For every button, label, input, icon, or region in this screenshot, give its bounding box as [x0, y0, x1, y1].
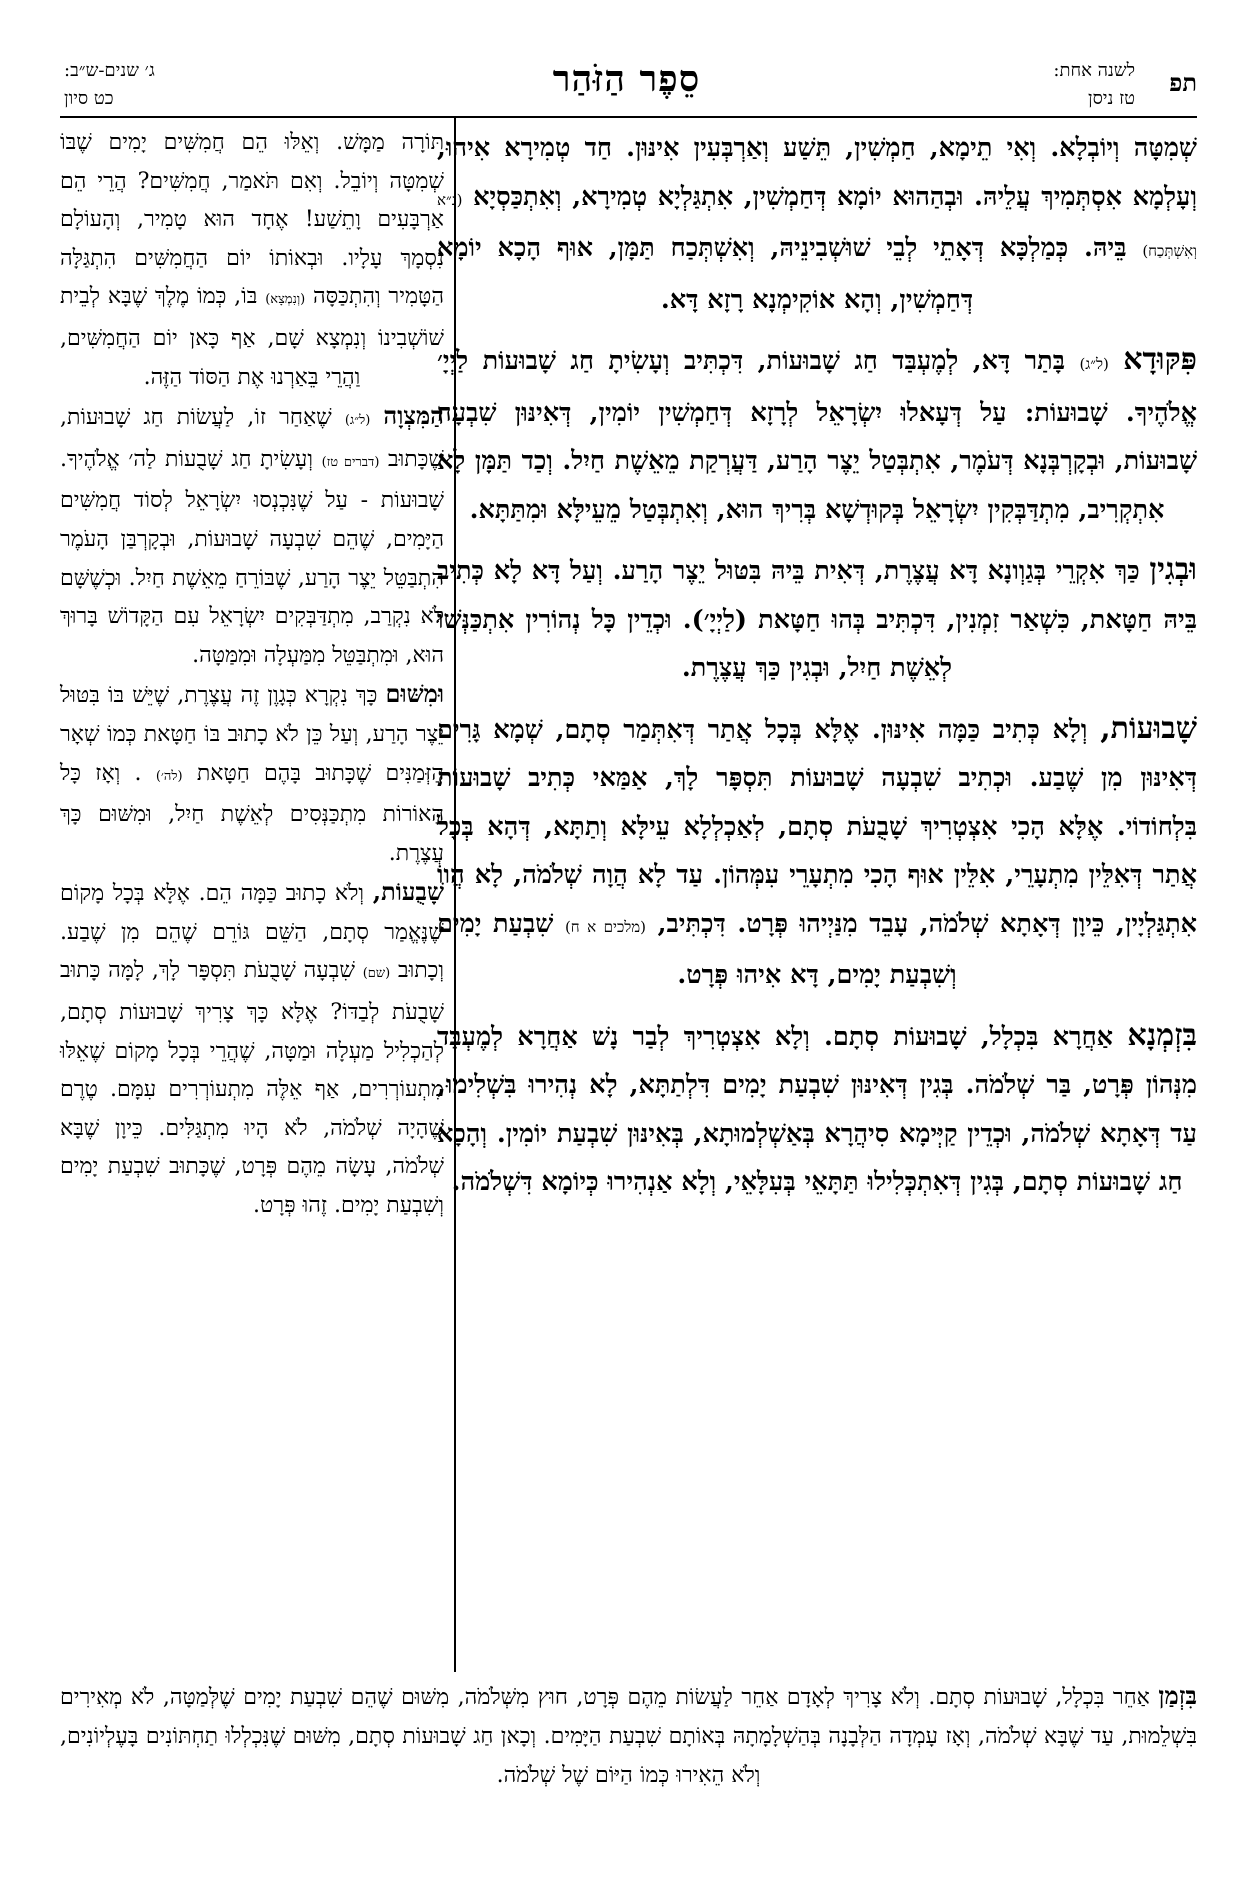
header-date-three-years: כט סיון: [64, 88, 114, 109]
paragraph-text: שִׁבְעָה שָׁבֻעֹת תִּסְפָּר לָךְ, לָמָּה כָּתוּב שָׁבֻעֹת לְבַדּוֹ? אֶלָּא כָּךְ צָרִיךְ שָׁבוּעוֹת סְתָם, לְהַכְלִיל מַעְלָה וּמַטָּה, שֶׁהֲרֵי בְּכָל מָקוֹם שֶׁאֵלּוּ מִתְעוֹרְרִים, אַף אֵלֶּה מִתְעוֹרְרִים עִמָּם. טֶרֶם שֶׁהָיָה שְׁלֹמֹה, לֹא הָיוּ מִתְגַּלִּים. כֵּיוָן שֶׁבָּא שְׁלֹמֹה, עָשָׂה מֵהֶם פְּרָט, שֶׁכָּתוּב שִׁבְעַת יָמִים וְשִׁבְעַת יָמִים. זֶהוּ פְּרָט.: [60, 958, 444, 1219]
source-reference: (דברים טז): [321, 454, 380, 470]
aramaic-paragraph: [437, 705, 1197, 1000]
paragraph-text: כַּךְ אִקְרֵי בְּגַוְונָא דָּא עֲצֶרֶת, דְּאִית בֵּיהּ בִּטּוּל יֵצֶר הָרַע. וְעַל דָּא לָא כְּתִיב בֵּיהּ חַטָּאת, כִּשְׁאַר זִמְנִין, דִּכְתִּיב בְּהוּ חַטָּאת (לַיְיָ׳). וּכְדֵין כָּל נְהוֹרִין אִתְכַּנְּשׁוּ לְאֵשֶׁת חַיִל, וּבְגִין כַּךְ עֲצֶרֶת.: [437, 556, 1197, 683]
paragraph-text: כָּךְ נִקְרָא כְּגָוֶן זֶה עֲצֶרֶת, שֶׁיֵּשׁ בּוֹ בִּטּוּל יֵצֶר הָרַע, וְעַל כֵּן לֹא כָתוּב בּוֹ חַטָּאת כְּמוֹ שְׁאָר הַזְּמַנִּים שֶׁכָּתוּב בָּהֶם חַטָּאת: [60, 683, 445, 786]
paragraph-text: שֶׁאַחַר זוֹ, לַעֲשׂוֹת חַג שָׁבוּעוֹת, שֶׁכָּתוּב: [60, 405, 444, 472]
paragraph-lead-word: שָׁבוּעוֹת,: [1100, 710, 1197, 746]
paragraph-lead-word: וּמִשּׁוּם: [385, 679, 444, 709]
commandment-number: (ל״ג): [1079, 355, 1109, 373]
paragraph-text: . וְאָז כָּל הָאוֹרוֹת מִתְכַּנְּסִים לְאֵשֶׁת חַיִל, וּמִשּׁוּם כָּךְ עֲצֶרֶת.: [60, 760, 444, 866]
translation-paragraph: [60, 873, 444, 1225]
paragraph-text: וְלָא כְּתִיב כַּמָּה אִינּוּן. אֶלָּא בְּכָל אֲתַר דְּאִתְּמַר סְתָם, שְׁמָא גָּרִים דְּאִינּוּן מִן שֶׁבַע. וּכְתִיב שִׁבְעָה שָׁבוּעוֹת תִּסְפָּר לָךְ, אַמַּאי כְּתִיב שָׁבוּעוֹת בִּלְחוֹדוֹי. אֶלָּא הָכִי אִצְטְרִיךְ שָׁבֻעֹת סְתָם, לְאַכְלְלָא עֵילָּא וְתַתָּא, דְּהָא בְּכָל אֲתַר דְּאִלֵּין מִתְעָרֵי, אִלֵּין אוּף הָכִי מִתְעָרֵי עִמְּהוֹן. עַד לָא הֲוָה שְׁלֹמֹה, לָא הֲווֹ אִתְגַּלְיָין, כֵּיוָן דְּאָתָא שְׁלֹמֹה, עָבֵד מִנַּיְיהוּ פְּרָט. דִּכְתִּיב,: [437, 714, 1197, 939]
translation-paragraph: [60, 124, 444, 397]
translation-continuation: [60, 1676, 1197, 1795]
source-reference: (לה׳): [155, 768, 183, 784]
header-schedule-three-years: ג׳ שנים-ש״ב:: [64, 60, 155, 81]
paragraph-lead-word: בִּזְמַן: [1158, 1681, 1197, 1710]
source-reference: (שם): [362, 966, 391, 982]
paragraph-text: בֵּיהּ. כְּמַלְכָּא דְּאָתֵי לְבֵי שׁוּשְׁבִינֵיהּ, וְאִשְׁתְּכַח תַּמָּן, אוּף הָכָא יוֹמָא דְּחַמְשִׁין, וְהָא אוֹקִימְנָא רָזָא דָּא.: [437, 233, 1127, 315]
translation-paragraph: [60, 397, 444, 675]
commandment-number: (ל״ג): [344, 413, 371, 429]
book-title: סֵפֶר הַזֹּהַר: [552, 58, 701, 100]
paragraph-lead-word: וּבְגִין: [1149, 552, 1197, 587]
paragraph-text: בָּתַר דָּא, לְמֶעְבַּד חַג שָׁבוּעוֹת, דִּכְתִּיב וְעָשִׂיתָ חַג שָׁבוּעוֹת לַיְיָ׳ אֱלֹהֶיךָ. שָׁבוּעוֹת: עַל דְּעָאלוּ יִשְׂרָאֵל לְרָזָא דְּחַמְשִׁין יוֹמִין, דְּאִינּוּן שִׁבְעָה שָׁבוּעוֹת, וּבְקָרְבְּנָא דְּעֹמֶר, אִתְבְּטַל יֵצֶר הָרַע, דַּעֲרְקַת מֵאֵשֶׁת חַיִל. וְכַד תַּמָּן לָא אִתְקְרִיב, מִתְדַּבְּקִין יִשְׂרָאֵל בְּקוּדְשָׁא בְּרִיךְ הוּא, וְאִתְבְּטַל מֵעֵילָּא וּמִתַּתָּא.: [437, 346, 1197, 525]
paragraph-text: וְלֹא כָתוּב כַּמָּה הֵם. אֶלָּא בְּכָל מָקוֹם שֶׁנֶּאֱמַר סְתָם, הַשֵּׁם גּוֹרֵם שֶׁהֵם מִן שֶׁבַע. וְכָתוּב: [60, 881, 444, 984]
paragraph-text: תּוֹרָה מַמָּשׁ. וְאֵלּוּ הֵם חֲמִשִּׁים יָמִים שֶׁבּוֹ שְׁמִטָּה וְיוֹבֵל. וְאִם תֹּאמַר, חֲמִשִּׁים? הֲרֵי הֵם אַרְבָּעִים וָתֵשַׁע! אֶחָד הוּא טָמִיר, וְהָעוֹלָם נִסְמָךְ עָלָיו. וּבְאוֹתוֹ יוֹם הַחֲמִשִּׁים הִתְגַּלָּה הַטָּמִיר וְהִתְכַּסָּה: [60, 130, 444, 310]
paragraph-text: אַחֵר בִּכְלָל, שָׁבוּעוֹת סְתָם. וְלֹא צָרִיךְ לְאָדָם אַחֵר לַעֲשׂוֹת מֵהֶם פְּרָט, חוּץ מִשְּׁלֹמֹה, מִשּׁוּם שֶׁהֵם שִׁבְעַת יָמִים שֶׁלְּמַטָּה, לֹא מְאִירִים בִּשְׁלֵמוּת, עַד שֶׁבָּא שְׁלֹמֹה, וְאָז עָמְדָה הַלְּבָנָה בְּהַשְׁלָמָתָהּ בְּאוֹתָם שִׁבְעַת הַיָּמִים. וְכָאן חַג שָׁבוּעוֹת סְתָם, מִשּׁוּם שֶׁנִּכְלְלוּ תַחְתּוֹנִים בָּעֶלְיוֹנִים, וְלֹא הֵאִירוּ כְּמוֹ הַיּוֹם שֶׁל שְׁלֹמֹה.: [60, 1685, 1197, 1788]
paragraph-lead-word: שָׁבֻעוֹת,: [372, 877, 444, 907]
header-date-one-year: טז ניסן: [1087, 88, 1135, 109]
paragraph-text: שִׁבְעַת יָמִים וְשִׁבְעַת יָמִים, דָּא אִיהוּ פְּרָט.: [437, 908, 957, 990]
paragraph-text: אַחֲרָא בִּכְלָל, שָׁבוּעוֹת סְתָם. וְלָא אִצְטְרִיךְ לְבַר נָשׁ אַחֲרָא לְמֶעְבַּד מִנְּהוֹן פְּרָט, בַּר שְׁלֹמֹה. בְּגִין דְּאִינּוּן שִׁבְעַת יָמִים דִּלְתַתָּא, לָא נְהִירוּ בִּשְׁלִימוּ, עַד דְּאָתָא שְׁלֹמֹה, וּכְדֵין קַיְּימָא סִיהֲרָא בְּאַשְׁלְמוּתָא, בְּאִינּוּן שִׁבְעַת יוֹמִין. וְהָכָא חַג שָׁבוּעוֹת סְתָם, בְּגִין דְּאִתְכְּלִילוּ תַּתָּאֵי בְּעִלָּאֵי, וְלָא אַנְהִירוּ כְּיוֹמָא דִּשְׁלֹמֹה.: [437, 1021, 1197, 1197]
aramaic-paragraph: [437, 546, 1197, 693]
paragraph-lead-word: בִּזְמְנָא: [1127, 1017, 1197, 1053]
paragraph-lead-word: הַמִּצְוָה: [383, 401, 444, 431]
header-divider: [60, 116, 1197, 118]
source-reference: (מלכים א ח): [564, 917, 647, 936]
variant-note: (וְנִמְצָא): [265, 292, 306, 308]
aramaic-paragraph: [437, 336, 1197, 534]
aramaic-column: [437, 124, 1197, 1219]
header-schedule-one-year: לשנה אחת:: [1053, 60, 1135, 81]
page-number: תפ: [1169, 68, 1197, 97]
paragraph-text: בּוֹ, כְּמוֹ מֶלֶךְ שֶׁבָּא לְבֵית שׁוֹשְׁבִינוֹ וְנִמְצָא שָׁם, אַף כָּאן יוֹם הַחֲמִשִּׁים, וַהֲרֵי בֵּאַרְנוּ אֶת הַסּוֹד הַזֶּה.: [60, 284, 444, 390]
aramaic-paragraph: [437, 124, 1197, 324]
translation-column: [60, 124, 444, 1226]
aramaic-paragraph: [437, 1012, 1197, 1207]
translation-paragraph: [60, 675, 444, 873]
paragraph-text: שְׁמִטָּה וְיוֹבְלָא. וְאִי תֵימָא, חַמְשִׁין, תֵּשַׁע וְאַרְבְּעִין אִינּוּן. חַד טְמִירָא אִיהוּ, וְעָלְמָא אִסְתְּמִיךְ עֲלֵיהּ. וּבְהַהוּא יוֹמָא דְּחַמְשִׁין, אִתְגַּלְיָא טְמִירָא, וְאִתְכַּסְיָא: [437, 133, 1197, 212]
paragraph-lead-word: פִּקּוּדָא: [1123, 342, 1197, 377]
variant-note: (נ״א וְאִשְׁתְּכַח): [437, 190, 1197, 260]
paragraph-text: וְעָשִׂיתָ חַג שָׁבֻעוֹת לַה׳ אֱלֹהֶיךָ. שָׁבוּעוֹת - עַל שֶׁנִּכְנְסוּ יִשְׂרָאֵל לְסוֹד חֲמִשִּׁים הַיָּמִים, שֶׁהֵם שִׁבְעָה שָׁבוּעוֹת, וּבְקָרְבַּן הָעֹמֶר הִתְבַּטֵּל יֵצֶר הָרַע, שֶׁבּוֹרֵחַ מֵאֵשֶׁת חַיִל. וּכְשֶׁשָּׁם לֹא נִקְרַב, מִתְדַּבְּקִים יִשְׂרָאֵל עִם הַקָּדוֹשׁ בָּרוּךְ הוּא, וּמִתְבַּטֵּל מִמַּעְלָה וּמִמַּטָּה.: [60, 446, 444, 668]
